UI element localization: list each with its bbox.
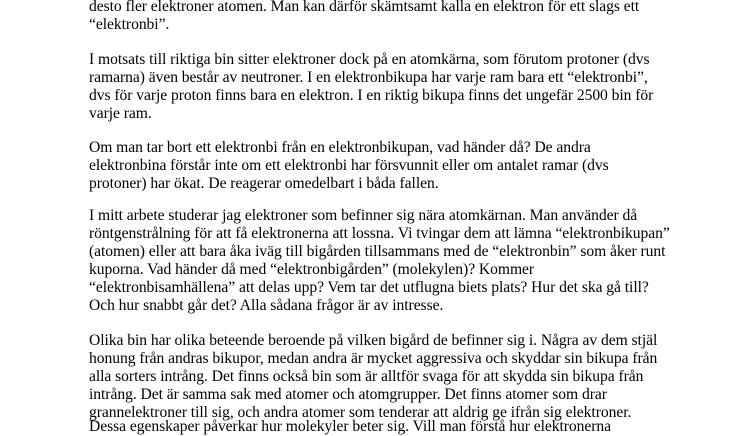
text-line: protoner) har ökat. De reagerar omedelbart i båda fallen. [89, 175, 439, 192]
text-line: I motsats till riktiga bin sitter elektroner dock på en atomkärna, som förutom protoner (dvs [89, 51, 650, 68]
text-line: Om man tar bort ett elektronbi från en elektronbikupan, vad händer då? De andra [89, 139, 591, 156]
text-line: I mitt arbete studerar jag elektroner som befinner sig nära atomkärnan. Man använder då [89, 207, 638, 224]
text-line: Och hur snabbt går det? Alla sådana frågor är av intresse. [89, 297, 444, 314]
text-line: ramarna) även består av neutroner. I en elektronbikupa har varje ram bara ett “elektronbi”, [89, 69, 648, 86]
text-line: Olika bin har olika beteende beroende på vilken bigård de befinner sig i. Några av dem stjäl [89, 332, 658, 349]
text-line: “elektronbisamhällena” att delas upp? Vem tar det utflugna biets plats? Hur det ska gå till? [89, 279, 649, 296]
text-line: “elektronbi”. [89, 16, 170, 33]
text-line: desto fler elektroner atomen. Man kan därför skämtsamt kalla en elektron för ett slags ett [89, 0, 640, 15]
text-line: Dessa egenskaper påverkar hur molekyler beter sig. Vill man förstå hur elektronerna [89, 418, 612, 435]
text-line: grannelektroner till sig, och andra atomer som tenderar att aldrig ge ifrån sig elektroner. [89, 404, 632, 421]
text-line: varje ram. [89, 105, 152, 122]
text-line: intrång. Det är samma sak med atomer och atomgrupper. Det finns atomer som drar [89, 386, 607, 403]
text-line: honung från andras bikupor, medan andra är mycket aggressiva och skyddar sin bikupa från [89, 350, 658, 367]
text-line: kuporna. Vad händer då med “elektronbigården” (molekylen)? Kommer [89, 261, 535, 278]
text-line: dvs för varje proton finns bara en elektron. I en riktig bikupa finns det ungefär 2500 bin för [89, 87, 654, 104]
text-line: (atomen) eller att bara åka iväg till bigården tillsammans med de “elektronbin” som åker runt [89, 243, 666, 260]
text-line: elektronbina förstår inte om ett elektronbi har försvunnit eller om antalet ramar (dvs [89, 157, 609, 174]
text-line: alla sorters intrång. Det finns också bin som är alltför svaga för att skydda sin bikupa från [89, 368, 644, 385]
text-line: röntgenstrålning för att få elektronerna att lossna. Vi tvingar dem att lämna “elektronbikupan” [89, 225, 670, 242]
